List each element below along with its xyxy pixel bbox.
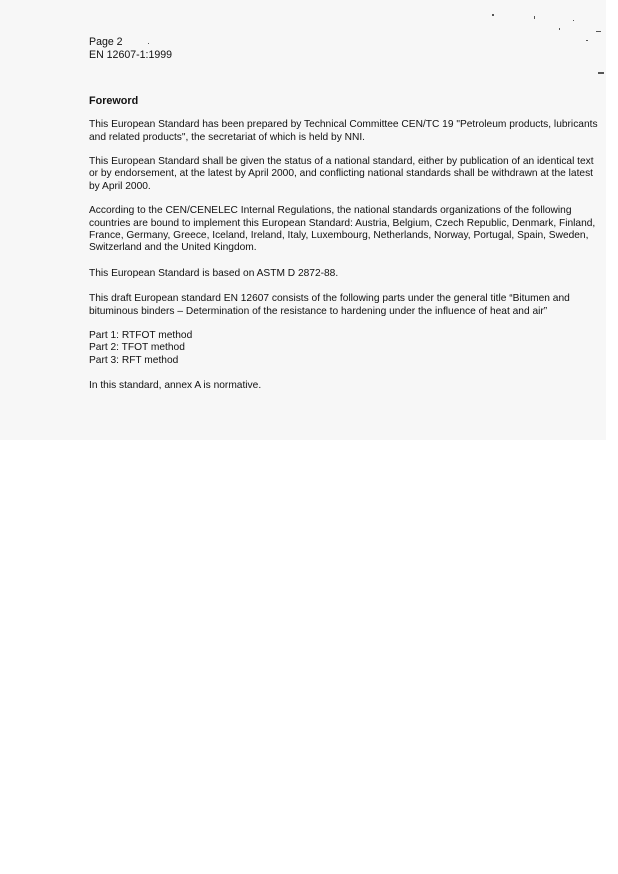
part-item: Part 2: TFOT method xyxy=(89,342,185,354)
scan-speck xyxy=(559,28,560,30)
foreword-heading: Foreword xyxy=(89,95,139,108)
foreword-paragraph: This European Standard has been prepared by Technical Committee CEN/TC 19 "Petroleum products, lubricants and related products", the secretariat of which is held by NNI. xyxy=(89,119,598,143)
foreword-paragraph: This European Standard is based on ASTM D 2872-88. xyxy=(89,267,339,279)
part-item: Part 3: RFT method xyxy=(89,354,179,366)
standard-id: EN 12607-1:1999 xyxy=(89,48,173,61)
annex-note: In this standard, annex A is normative. xyxy=(89,380,262,392)
page-number: Page 2 xyxy=(89,36,123,48)
scan-speck xyxy=(492,14,494,16)
scan-speck xyxy=(534,16,535,19)
scan-speck xyxy=(596,31,601,32)
part-item: Part 1: RTFOT method xyxy=(89,330,193,342)
scan-speck xyxy=(573,20,574,21)
parts-list xyxy=(89,330,604,367)
foreword-paragraph: This draft European standard EN 12607 consists of the following parts under the general title “Bitumen and bituminous binders – Determination of the resistance to hardening under the influence of heat and air” xyxy=(89,293,570,317)
document-page xyxy=(89,36,604,393)
foreword-paragraph: This European Standard shall be given the status of a national standard, either by publication of an identical text or by endorsement, at the latest by April 2000, and conflicting national standards shall be withdrawn at the latest by April 2000. xyxy=(89,156,594,192)
foreword-paragraph: According to the CEN/CENELEC Internal Regulations, the national standards organizations of the following countries are bound to implement this European Standard: Austria, Belgium, Czech Republic, Denmark, Finland, France, Germany, Greece, Iceland, Ireland, Italy, Luxembourg, Netherlands, Norway, Portugal, Spain, Sweden, Switzerland and the United Kingdom. xyxy=(89,205,596,254)
